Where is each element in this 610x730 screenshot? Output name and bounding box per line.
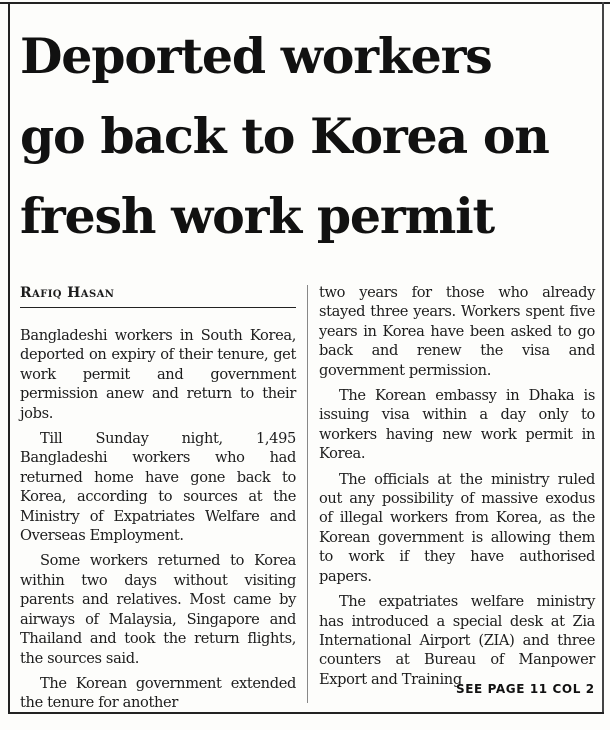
paragraph-3: Some workers returned to Korea within two days without visiting parents and relatives. Most came by airways of Malaysia, Singapore and Thailand and took the return flights, the sources said. — [20, 552, 296, 667]
headline-line-2: go back to Korea on — [20, 107, 549, 165]
left-rule — [8, 2, 10, 714]
headline-line-1: Deported workers — [20, 27, 492, 85]
paragraph-5: two years for those who already stayed three years. Workers spent five years in Korea have been asked to go back and renew the visa and government permission. — [319, 284, 595, 379]
headline — [20, 16, 600, 256]
byline: Rafiq Hasan — [20, 283, 296, 308]
top-rule — [0, 2, 610, 4]
paragraph-1: Bangladeshi workers in South Korea, deported on expiry of their tenure, get work permit and government permission anew and return to their jobs. — [20, 327, 296, 422]
jump-line: SEE PAGE 11 COL 2 — [456, 682, 595, 696]
article-column-right — [319, 283, 595, 695]
paragraph-6: The Korean embassy in Dhaka is issuing visa within a day only to workers having new work permit in Korea. — [319, 387, 595, 463]
paragraph-4: The Korean government extended the tenure for another — [20, 674, 296, 712]
paragraph-7: The officials at the ministry ruled out any possibility of massive exodus of illegal workers from Korea, as the Korean government is allowing them to work if they have authorised papers. — [319, 470, 595, 585]
paragraph-2: Till Sunday night, 1,495 Bangladeshi workers who had returned home have gone back to Korea, according to sources at the Ministry of Expatriates Welfare and Overseas Employment. — [20, 430, 296, 545]
right-rule — [602, 2, 604, 714]
column-divider — [307, 285, 308, 703]
article-column-left — [20, 283, 296, 719]
paragraph-8: The expatriates welfare ministry has introduced a special desk at Zia International Airport (ZIA) and three counters at Bureau of Manpower Export and Training — [319, 593, 595, 688]
headline-line-3: fresh work permit — [20, 187, 494, 245]
